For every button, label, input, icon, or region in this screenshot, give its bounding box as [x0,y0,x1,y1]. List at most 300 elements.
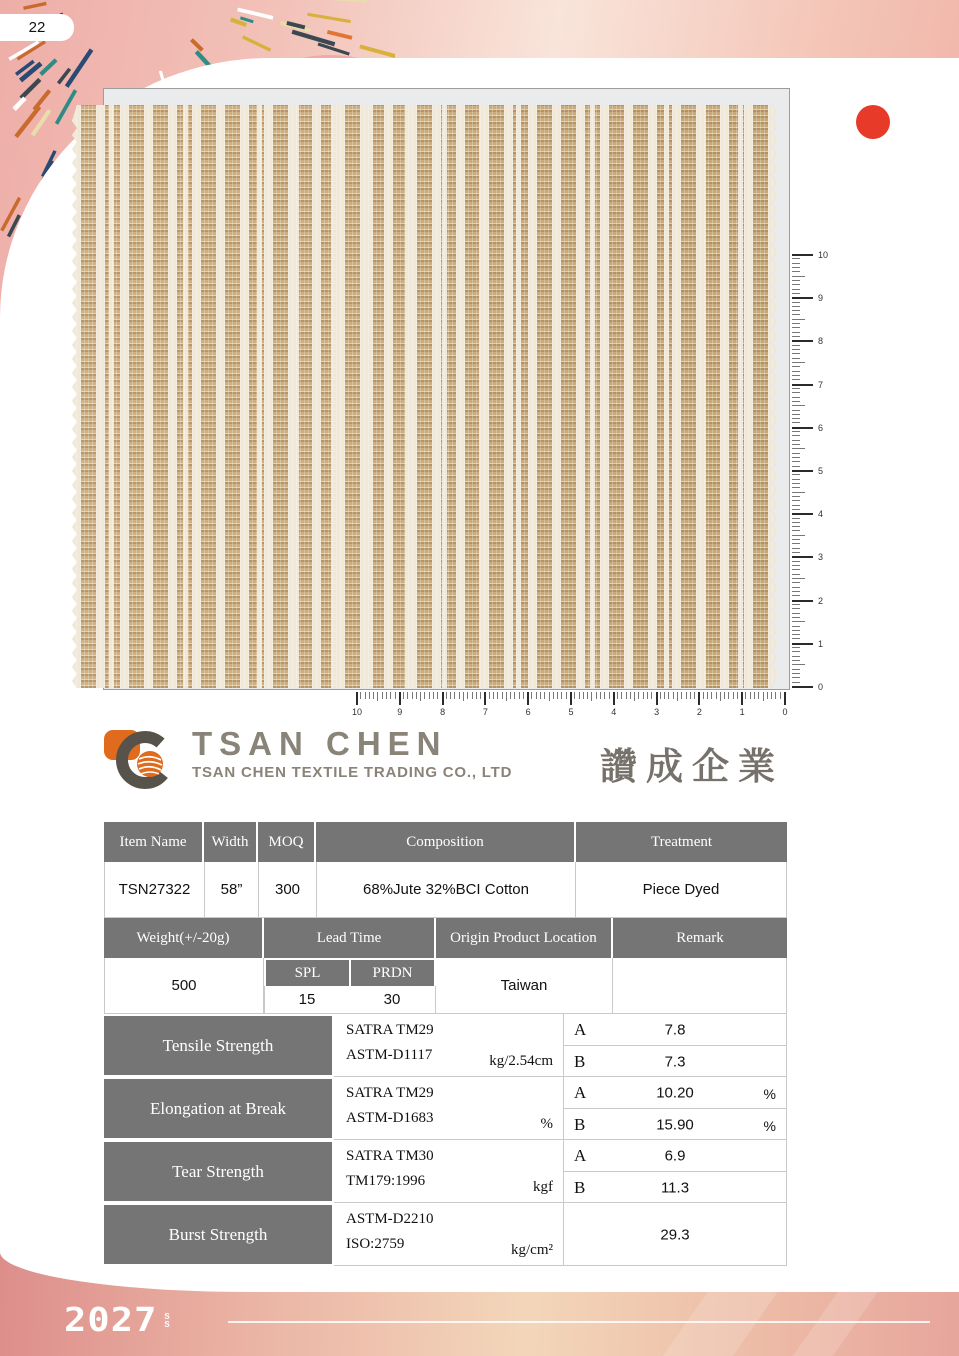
footer-year-logo [64,1300,171,1339]
ruler-minor-tick [792,664,805,665]
ruler-label: 7 [818,379,824,390]
ruler-label: 2 [696,707,702,717]
ruler-minor-tick [536,692,537,699]
ruler-label: 1 [818,638,824,649]
strength-block [104,1203,787,1266]
ruler-minor-tick [792,552,800,553]
strength-value-row [564,1014,786,1046]
ruler-major-tick [442,692,444,705]
ruler-minor-tick [377,692,378,701]
ruler-minor-tick [690,692,691,699]
ruler-minor-tick [523,692,524,699]
ruler-minor-tick [792,267,800,268]
ruler-minor-tick [792,479,800,480]
ruler-minor-tick [792,405,805,406]
ruler-minor-tick [780,692,781,699]
ruler-minor-tick [792,496,800,497]
page-number: 22 [28,19,46,36]
grade-key: A [574,1019,587,1039]
ruler-major-tick [792,600,813,602]
ruler-minor-tick [792,669,800,670]
brand-name: TSAN CHEN [192,725,448,762]
ruler-minor-tick [647,692,648,699]
ruler-major-tick [399,692,401,705]
ruler-minor-tick [763,692,764,701]
ruler-minor-tick [792,397,800,398]
ruler-minor-tick [792,440,800,441]
treatment-value: Piece Dyed [576,862,786,917]
unit-label: kg/2.54cm [489,1053,553,1069]
spec-data-row-2 [104,958,787,1014]
ruler-minor-tick [792,379,800,380]
burst-dash [243,37,271,50]
ruler-minor-tick [792,539,800,540]
ruler-major-tick [792,470,813,472]
ruler-minor-tick [412,692,413,699]
composition-value: 68%Jute 32%BCI Cotton [317,862,576,917]
strength-value-row [564,1046,786,1077]
ruler-minor-tick [750,692,751,699]
unit-label: kg/cm² [511,1242,553,1258]
ruler-minor-tick [720,692,721,701]
burst-dash [308,14,351,21]
ruler-minor-tick [792,613,800,614]
ruler-minor-tick [792,448,805,449]
ruler-minor-tick [634,692,635,701]
ruler-minor-tick [792,569,800,570]
burst-dash [327,32,352,38]
ruler-minor-tick [673,692,674,699]
ruler-minor-tick [724,692,725,699]
ruler-minor-tick [403,692,404,699]
ruler-minor-tick [792,323,800,324]
strength-values-cell [564,1077,787,1140]
ruler-minor-tick [792,353,800,354]
spec-header-row-1 [104,822,787,862]
ruler-minor-tick [574,692,575,699]
burst-dash [238,9,273,17]
ruler-minor-tick [506,692,507,701]
burst-dash [330,0,367,1]
ruler-minor-tick [600,692,601,699]
ruler-label: 4 [611,707,617,717]
ruler-major-tick [792,686,813,688]
ruler-minor-tick [792,509,800,510]
vertical-ruler [792,250,838,694]
ruler-minor-tick [792,630,800,631]
ruler-minor-tick [737,692,738,699]
strength-block [104,1077,787,1140]
red-dot-marker [856,105,890,139]
ruler-major-tick [527,692,529,705]
ruler-minor-tick [450,692,451,699]
ruler-minor-tick [792,271,800,272]
ruler-minor-tick [502,692,503,699]
ruler-minor-tick [489,692,490,699]
ruler-minor-tick [596,692,597,699]
ruler-minor-tick [792,565,800,566]
ruler-minor-tick [386,692,387,699]
ruler-minor-tick [792,608,800,609]
ruler-minor-tick [476,692,477,699]
ruler-minor-tick [707,692,708,699]
test-method-line: ISO:2759 [346,1236,405,1252]
ruler-minor-tick [540,692,541,699]
moq-value: 300 [259,862,317,917]
ruler-major-tick [741,692,743,705]
ruler-minor-tick [390,692,391,699]
ruler-minor-tick [792,522,800,523]
ruler-minor-tick [792,418,800,419]
ruler-minor-tick [792,483,800,484]
strength-values-cell [564,1140,787,1203]
col-header-weight: Weight(+/-20g) [104,918,264,958]
ruler-minor-tick [373,692,374,699]
ruler-minor-tick [617,692,618,699]
ruler-minor-tick [459,692,460,699]
burst-dash [23,3,46,8]
ruler-minor-tick [686,692,687,699]
ruler-minor-tick [792,327,800,328]
ruler-minor-tick [497,692,498,699]
test-method-line: ASTM-D1683 [346,1110,434,1126]
ruler-label: 10 [351,707,363,717]
sub-header-prdn: PRDN [351,960,434,986]
strength-method-cell [334,1203,564,1266]
ruler-minor-tick [591,692,592,701]
ruler-minor-tick [758,692,759,699]
ruler-minor-tick [416,692,417,699]
ruler-minor-tick [557,692,558,699]
burst-dash [67,50,92,87]
ruler-minor-tick [424,692,425,699]
ruler-minor-tick [651,692,652,699]
ruler-minor-tick [775,692,776,699]
ruler-label: 0 [818,682,824,692]
grade-value: 6.9 [664,1147,686,1164]
ruler-label: 0 [782,707,788,717]
grade-key: B [574,1051,586,1071]
ruler-minor-tick [792,548,800,549]
ruler-minor-tick [792,492,805,493]
footer-divider-line [228,1321,930,1323]
ruler-label: 2 [818,595,824,606]
test-method-line: SATRA TM29 [346,1085,434,1101]
ruler-minor-tick [792,310,800,311]
ruler-minor-tick [792,453,800,454]
ruler-minor-tick [792,319,805,320]
col-header-remark: Remark [613,918,787,958]
strength-label: Tensile Strength [104,1016,332,1075]
grade-value-suffix: % [763,1118,776,1135]
ruler-label: 1 [739,707,745,717]
col-header-origin: Origin Product Location [436,918,613,958]
ruler-minor-tick [792,474,800,475]
ruler-minor-tick [643,692,644,699]
ruler-minor-tick [407,692,408,699]
ruler-minor-tick [660,692,661,699]
ruler-minor-tick [792,366,800,367]
ruler-minor-tick [792,314,800,315]
spec-data-row-1 [104,862,787,918]
ruler-minor-tick [728,692,729,699]
ruler-minor-tick [792,587,800,588]
test-method-line: SATRA TM29 [346,1022,434,1038]
ruler-minor-tick [792,466,800,467]
width-value: 58” [205,862,259,917]
strength-value-row [564,1077,786,1109]
grade-value: 10.20 [656,1084,694,1101]
ruler-major-tick [792,384,813,386]
strength-block [104,1014,787,1077]
strength-value-row [564,1140,786,1172]
ruler-major-tick [792,643,813,645]
ruler-minor-tick [792,258,800,259]
ruler-minor-tick [792,604,800,605]
ruler-major-tick [792,513,813,515]
col-header-item-name: Item Name [104,822,204,862]
strength-label: Burst Strength [104,1205,332,1264]
grade-value: 15.90 [656,1116,694,1133]
ruler-major-tick [656,692,658,705]
ruler-minor-tick [792,656,800,657]
ruler-minor-tick [480,692,481,699]
ruler-minor-tick [792,526,800,527]
strength-value-row [564,1172,786,1203]
ruler-label: 3 [818,552,824,563]
page-number-badge [0,14,74,41]
ruler-minor-tick [433,692,434,699]
footer-year: 2027 [64,1300,158,1339]
ruler-minor-tick [792,647,800,648]
grade-value: 29.3 [660,1226,690,1243]
ruler-minor-tick [792,682,800,683]
ruler-minor-tick [609,692,610,699]
ruler-minor-tick [365,692,366,699]
ruler-minor-tick [754,692,755,699]
brand-block [104,726,512,792]
grade-value-suffix: % [763,1086,776,1103]
test-method-line: SATRA TM30 [346,1148,434,1164]
ruler-major-tick [792,556,813,558]
ruler-minor-tick [694,692,695,699]
strength-method-cell [334,1014,564,1077]
ruler-minor-tick [792,591,800,592]
strength-block [104,1140,787,1203]
ruler-minor-tick [792,634,800,635]
ruler-minor-tick [420,692,421,701]
grade-key: A [574,1145,587,1165]
ruler-label: 8 [818,336,824,347]
ruler-minor-tick [792,535,805,536]
ruler-minor-tick [544,692,545,699]
strength-label: Elongation at Break [104,1079,332,1138]
ruler-minor-tick [549,692,550,701]
ruler-minor-tick [437,692,438,699]
origin-value: Taiwan [436,958,613,1014]
ruler-minor-tick [792,626,800,627]
spec-table [104,822,787,1266]
ruler-minor-tick [792,518,800,519]
ruler-major-tick [792,340,813,342]
ruler-major-tick [570,692,572,705]
burst-dash [21,79,40,98]
col-header-treatment: Treatment [576,822,787,862]
spec-header-row-2 [104,918,787,958]
ruler-label: 6 [525,707,531,717]
ruler-label: 4 [818,509,824,520]
ruler-label: 9 [397,707,403,717]
ruler-minor-tick [583,692,584,699]
brand-chinese-name: 讚成企業 [600,747,784,788]
ruler-minor-tick [677,692,678,701]
ruler-minor-tick [792,392,800,393]
ruler-minor-tick [792,457,800,458]
strength-value-row [564,1203,786,1266]
ruler-minor-tick [792,306,800,307]
burst-dash [191,40,202,51]
footer-season: SS [162,1311,172,1328]
ruler-minor-tick [566,692,567,699]
ruler-minor-tick [792,388,800,389]
burst-dash [240,18,253,22]
strength-tests-section [104,1014,787,1266]
ruler-minor-tick [360,692,361,699]
ruler-minor-tick [792,401,800,402]
ruler-label: 5 [568,707,574,717]
ruler-minor-tick [792,371,800,372]
grade-value: 7.8 [664,1021,686,1038]
ruler-minor-tick [587,692,588,699]
ruler-minor-tick [792,595,800,596]
ruler-minor-tick [792,302,800,303]
ruler-minor-tick [561,692,562,699]
grade-key: B [574,1177,586,1197]
ruler-minor-tick [792,651,800,652]
ruler-minor-tick [792,638,800,639]
sub-header-spl: SPL [266,960,349,986]
ruler-minor-tick [792,621,805,622]
ruler-minor-tick [792,345,800,346]
burst-dash [14,98,25,109]
col-header-moq: MOQ [258,822,316,862]
grade-value: 7.3 [664,1053,686,1070]
ruler-minor-tick [792,263,800,264]
strength-values-cell [564,1203,787,1266]
ruler-minor-tick [792,410,800,411]
ruler-major-tick [698,692,700,705]
ruler-minor-tick [792,362,805,363]
ruler-minor-tick [792,660,800,661]
ruler-minor-tick [792,358,800,359]
ruler-minor-tick [792,276,805,277]
ruler-minor-tick [792,677,800,678]
ruler-major-tick [792,297,813,299]
ruler-major-tick [784,692,786,705]
unit-label: kgf [533,1179,553,1195]
ruler-major-tick [792,427,813,429]
ruler-minor-tick [792,574,800,575]
weight-value: 500 [104,958,264,1014]
ruler-minor-tick [771,692,772,699]
spl-value: 15 [264,986,350,1014]
ruler-minor-tick [553,692,554,699]
ruler-minor-tick [711,692,712,699]
ruler-major-tick [484,692,486,705]
ruler-minor-tick [792,461,800,462]
ruler-minor-tick [472,692,473,699]
burst-dash [41,60,56,75]
grade-key: A [574,1082,587,1102]
ruler-minor-tick [792,500,800,501]
burst-dash [34,90,50,109]
ruler-label: 3 [654,707,660,717]
ruler-minor-tick [792,336,800,337]
grade-value: 11.3 [660,1179,690,1196]
ruler-minor-tick [446,692,447,699]
strength-method-cell [334,1077,564,1140]
burst-dash [21,63,41,80]
fabric-swatch [72,105,777,688]
strength-values-cell [564,1014,787,1077]
ruler-minor-tick [792,431,800,432]
ruler-minor-tick [467,692,468,699]
ruler-minor-tick [792,332,800,333]
ruler-major-tick [356,692,358,705]
ruler-minor-tick [531,692,532,699]
remark-value [613,958,787,1014]
ruler-minor-tick [792,617,800,618]
ruler-minor-tick [792,414,800,415]
test-method-line: ASTM-D1117 [346,1047,433,1063]
item-name-value: TSN27322 [105,862,205,917]
ruler-minor-tick [626,692,627,699]
ruler-minor-tick [395,692,396,699]
ruler-minor-tick [792,435,800,436]
col-header-lead-time: Lead Time [264,918,436,958]
ruler-minor-tick [703,692,704,699]
ruler-minor-tick [733,692,734,699]
ruler-minor-tick [792,284,800,285]
ruler-minor-tick [792,293,800,294]
ruler-minor-tick [716,692,717,699]
test-method-line: TM179:1996 [346,1173,426,1189]
ruler-minor-tick [493,692,494,699]
ruler-minor-tick [767,692,768,699]
ruler-minor-tick [745,692,746,699]
ruler-label: 6 [818,422,824,433]
ruler-minor-tick [668,692,669,699]
ruler-minor-tick [792,543,800,544]
ruler-minor-tick [454,692,455,699]
ruler-label: 5 [818,466,824,476]
ruler-label: 7 [482,707,488,717]
horizontal-ruler [351,692,788,718]
ruler-minor-tick [638,692,639,699]
brand-company: TSAN CHEN TEXTILE TRADING CO., LTD [192,764,513,781]
strength-label: Tear Strength [104,1142,332,1201]
ruler-minor-tick [369,692,370,699]
ruler-label: 10 [818,250,829,260]
ruler-minor-tick [792,505,800,506]
ruler-label: 8 [440,707,446,717]
ruler-minor-tick [579,692,580,699]
ruler-minor-tick [664,692,665,699]
ruler-minor-tick [510,692,511,699]
strength-method-cell [334,1140,564,1203]
grade-key: B [574,1114,586,1134]
col-header-width: Width [204,822,258,862]
